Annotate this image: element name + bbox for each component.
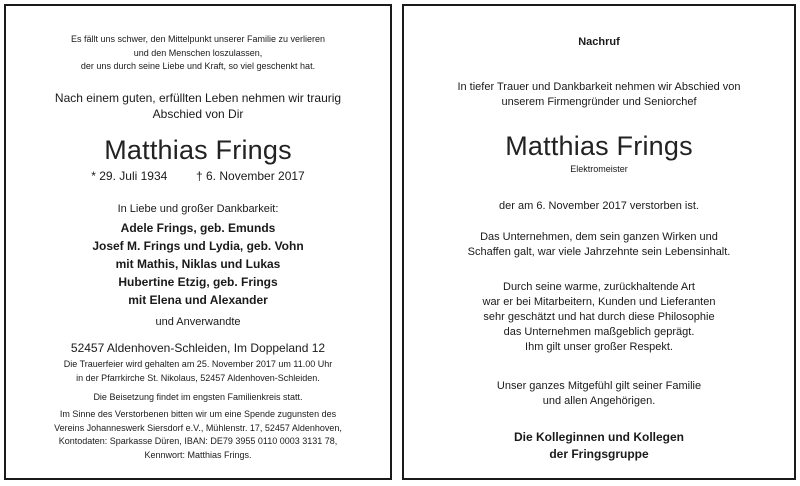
family-intro: In Liebe und großer Dankbarkeit: bbox=[117, 203, 279, 215]
family-member: mit Mathis, Niklas und Lukas bbox=[115, 257, 281, 271]
sympathy-text: Unser ganzes Mitgefühl gilt seiner Familie und allen Angehörigen. bbox=[496, 380, 702, 407]
family-member: Hubertine Etzig, geb. Frings bbox=[118, 275, 278, 289]
family-member: Adele Frings, geb. Emunds bbox=[120, 221, 276, 235]
funeral-info: Die Trauerfeier wird gehalten am 25. November 2017 um 11.00 Uhr in der Pfarrkirche St. Nikolaus, 52457 Aldenhoven-Schleiden. bbox=[63, 359, 333, 383]
family-member: mit Elena und Alexander bbox=[128, 293, 268, 307]
burial-info: Die Beisetzung findet im engsten Familienkreis statt. bbox=[93, 392, 303, 402]
obituary-company-panel bbox=[402, 4, 796, 480]
deceased-name: Matthias Frings bbox=[505, 131, 693, 161]
nachruf-heading: Nachruf bbox=[578, 36, 620, 48]
panel-divider bbox=[395, 0, 399, 486]
company-intro: In tiefer Trauer und Dankbarkeit nehmen wir Abschied von unserem Firmengründer und Seniorchef bbox=[457, 81, 741, 108]
family-member: Josef M. Frings und Lydia, geb. Vohn bbox=[92, 239, 304, 253]
death-notice: der am 6. November 2017 verstorben ist. bbox=[499, 200, 699, 212]
donation-info: Im Sinne des Verstorbenen bitten wir um eine Spende zugunsten des Vereins Johanneswerk Siersdorf e.V., Mühlenstr. 17, 52457 Aldenhoven, Kontodaten: Sparkasse Düren, IBAN: DE79 3955 0110 0003 3131 78, Kennwort: Matthias Frings. bbox=[54, 409, 342, 460]
work-text: Das Unternehmen, dem sein ganzen Wirken und Schaffen galt, war viele Jahrzehnte sein Lebensinhalt. bbox=[467, 231, 731, 258]
death-date: † 6. November 2017 bbox=[196, 169, 305, 183]
signature: Die Kolleginnen und Kollegen der Fringsgruppe bbox=[513, 430, 684, 461]
deceased-name: Matthias Frings bbox=[104, 135, 292, 165]
lead-text: Nach einem guten, erfüllten Leben nehmen wir traurig Abschied von Dir bbox=[54, 91, 342, 121]
profession: Elektromeister bbox=[570, 164, 628, 174]
intro-text: Es fällt uns schwer, den Mittelpunkt unserer Familie zu verlieren und den Menschen loszulassen, der uns durch seine Liebe und Kraft, so viel geschenkt hat. bbox=[70, 34, 326, 71]
relatives-text: und Anverwandte bbox=[155, 316, 241, 328]
character-text: Durch seine warme, zurückhaltende Art war er bei Mitarbeitern, Kunden und Lieferanten sehr geschätzt und hat durch diese Philosophie das Unternehmen maßgeblich geprägt. Ihm gilt unser großer Respekt. bbox=[482, 281, 716, 353]
life-dates bbox=[6, 168, 390, 184]
obituary-family-panel bbox=[4, 4, 392, 480]
address: 52457 Aldenhoven-Schleiden, Im Doppeland 12 bbox=[70, 341, 326, 355]
family-list bbox=[6, 219, 390, 309]
birth-date: * 29. Juli 1934 bbox=[91, 169, 168, 183]
